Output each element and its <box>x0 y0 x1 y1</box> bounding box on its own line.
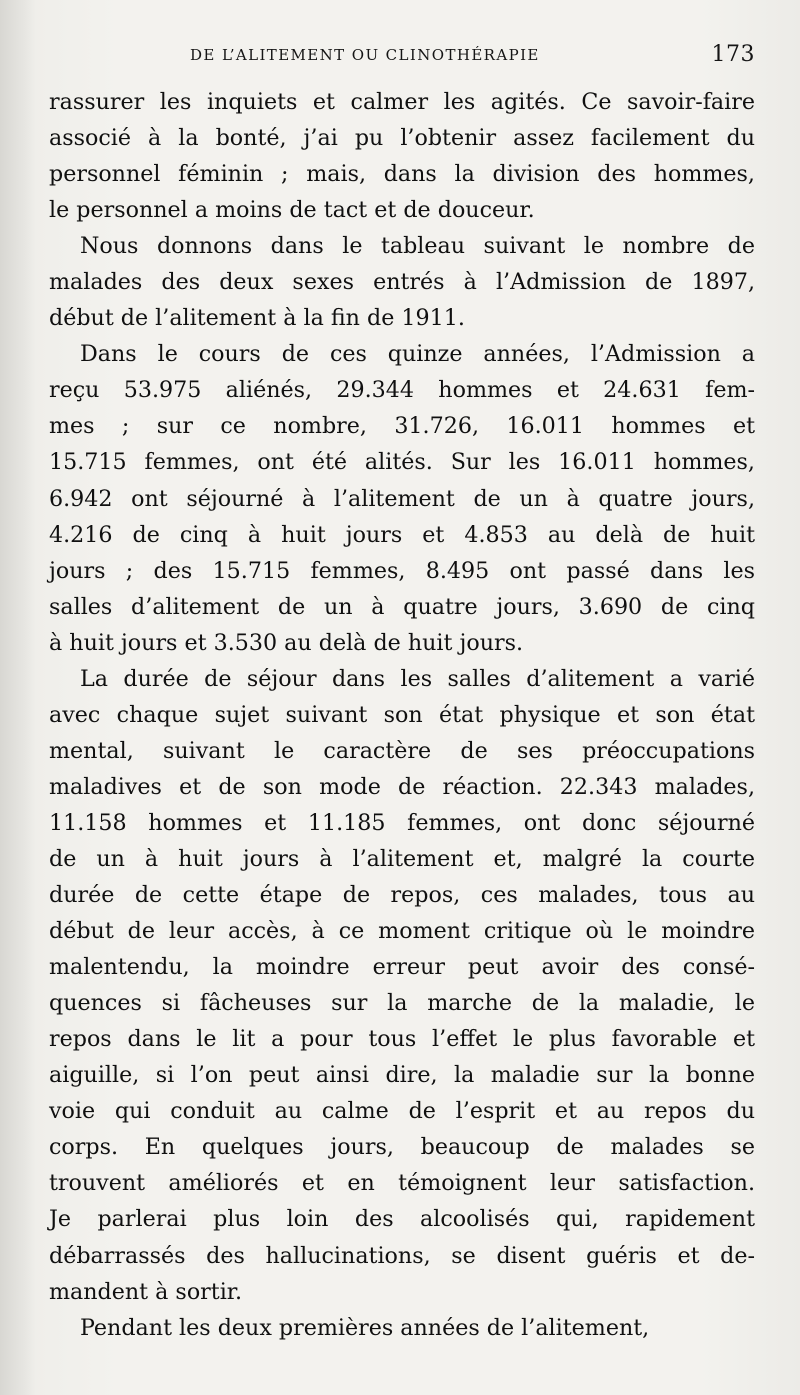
text-line: à huit jours et 3.530 au delà de huit jours. <box>49 629 524 656</box>
text-line: Pendant les deux premières années de l’alitement, <box>80 1314 650 1341</box>
text-line: quences si fâcheuses sur la marche de la maladie, le <box>49 990 755 1017</box>
text-line: débarrassés des hallucinations, se disent guéris et de- <box>49 1242 755 1269</box>
paragraph <box>49 661 755 1310</box>
text-line: rassurer les inquiets et calmer les agités. Ce savoir-faire <box>49 89 755 115</box>
text-line: Dans le cours de ces quinze années, l’Admission a <box>80 341 755 368</box>
text-line: aiguille, si l’on peut ainsi dire, la maladie sur la bonne <box>49 1062 755 1089</box>
text-line: mental, suivant le caractère de ses préoccupations <box>49 737 755 764</box>
page-number: 173 <box>711 42 755 67</box>
text-line: malentendu, la moindre erreur peut avoir des consé- <box>49 954 755 981</box>
paragraph <box>49 336 755 660</box>
text-line: personnel féminin ; mais, dans la division des hommes, <box>49 161 755 188</box>
text-line: de un à huit jours à l’alitement et, malgré la courte <box>49 845 755 872</box>
text-line: corps. En quelques jours, beaucoup de malades se <box>49 1134 755 1161</box>
text-line: le personnel a moins de tact et de douceur. <box>49 197 535 224</box>
running-title: DE L’ALITEMENT OU CLINOTHÉRAPIE <box>190 46 540 64</box>
text-line: début de leur accès, à ce moment critique où le moindre <box>49 918 755 945</box>
text-line: voie qui conduit au calme de l’esprit et au repos du <box>49 1098 755 1125</box>
text-line: 11.158 hommes et 11.185 femmes, ont donc séjourné <box>49 809 755 836</box>
text-line: mes ; sur ce nombre, 31.726, 16.011 hommes et <box>49 413 755 440</box>
text-line: 6.942 ont séjourné à l’alitement de un à quatre jours, <box>49 485 755 512</box>
text-line: repos dans le lit a pour tous l’effet le plus favorable et <box>49 1026 755 1053</box>
text-line: maladives et de son mode de réaction. 22.343 malades, <box>49 773 755 800</box>
text-line: malades des deux sexes entrés à l’Admission de 1897, <box>49 269 755 296</box>
text-line: Je parlerai plus loin des alcoolisés qui, rapidement <box>49 1206 755 1233</box>
text-line: avec chaque sujet suivant son état physique et son état <box>49 701 755 728</box>
text-line: jours ; des 15.715 femmes, 8.495 ont passé dans les <box>49 557 755 584</box>
text-line: 15.715 femmes, ont été alités. Sur les 16.011 hommes, <box>49 449 755 476</box>
text-line: La durée de séjour dans les salles d’alitement a varié <box>80 665 755 692</box>
body-text <box>49 84 755 1346</box>
paragraph <box>49 1310 755 1346</box>
text-line: associé à la bonté, j’ai pu l’obtenir assez facilement du <box>49 125 755 152</box>
paragraph <box>49 84 755 228</box>
text-line: 4.216 de cinq à huit jours et 4.853 au delà de huit <box>49 521 755 548</box>
text-line: trouvent améliorés et en témoignent leur satisfaction. <box>49 1170 755 1197</box>
text-line: durée de cette étape de repos, ces malades, tous au <box>49 882 755 909</box>
text-line: salles d’alitement de un à quatre jours, 3.690 de cinq <box>49 593 755 620</box>
page-gutter-shadow <box>0 0 36 1395</box>
page-header <box>190 42 755 72</box>
text-line: mandent à sortir. <box>49 1278 243 1305</box>
paragraph <box>49 228 755 336</box>
text-line: reçu 53.975 aliénés, 29.344 hommes et 24.631 fem- <box>49 377 755 404</box>
text-line: Nous donnons dans le tableau suivant le nombre de <box>80 233 755 260</box>
text-line: début de l’alitement à la fin de 1911. <box>49 305 465 332</box>
